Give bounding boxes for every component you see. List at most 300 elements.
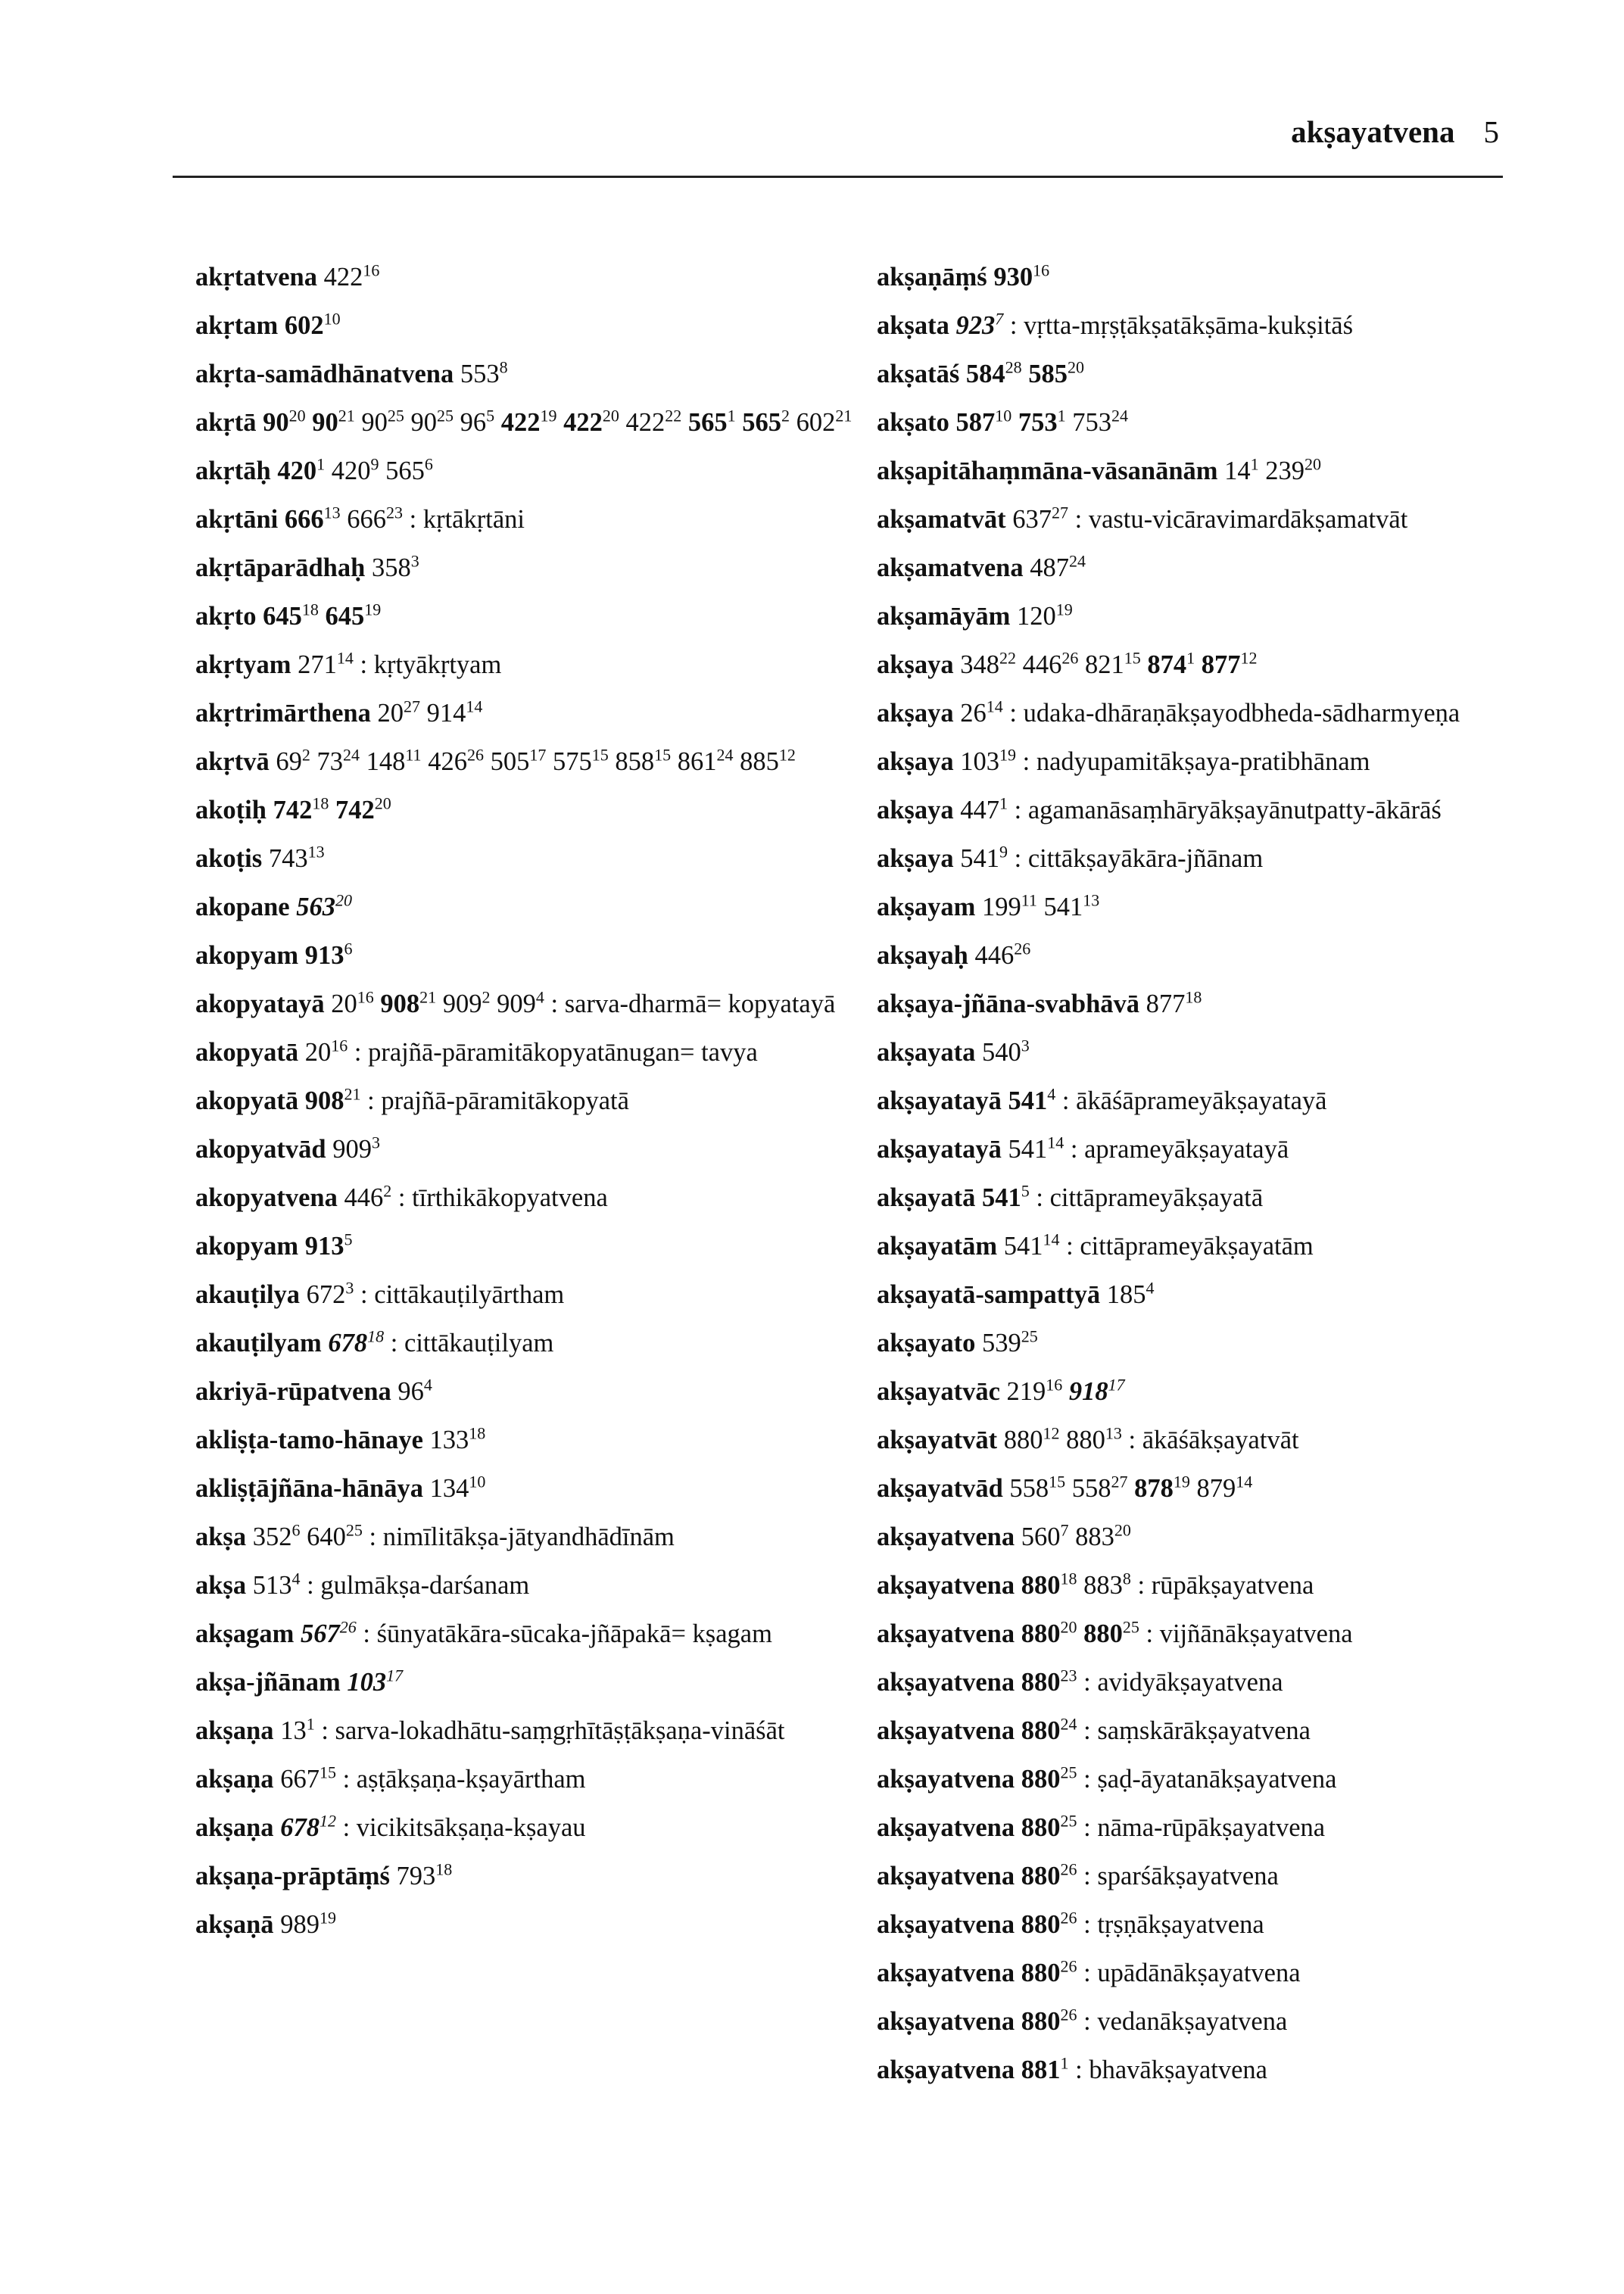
- page-number-ref: 96: [397, 1377, 424, 1406]
- page-number-ref: 602: [284, 311, 324, 340]
- page-number-ref: 909: [332, 1135, 372, 1164]
- index-entry: [195, 1521, 862, 1553]
- gloss-separator: :: [363, 1619, 377, 1648]
- page-reference: [974, 941, 1030, 970]
- line-number-ref: 15: [591, 745, 609, 765]
- page-reference: [1008, 1135, 1064, 1164]
- line-number-ref: 25: [1021, 1326, 1038, 1346]
- page-number-ref: 348: [960, 650, 999, 679]
- page-reference: [1083, 1571, 1131, 1600]
- index-entry: [195, 1618, 862, 1650]
- page-number-ref: 219: [1006, 1377, 1046, 1406]
- line-number-ref: 6: [291, 1520, 301, 1540]
- line-number-ref: 3: [371, 1133, 380, 1152]
- entry-headword: akṛtyam: [195, 650, 291, 679]
- page-reference: [982, 1183, 1030, 1212]
- page-number-ref: 753: [1072, 408, 1111, 437]
- page-reference: [1009, 1474, 1065, 1503]
- page-number-ref: 909: [442, 990, 482, 1018]
- line-number-ref: 21: [338, 406, 355, 425]
- line-number-ref: 22: [999, 648, 1016, 668]
- gloss-separator: :: [550, 990, 565, 1018]
- page-number-ref: 539: [981, 1329, 1021, 1357]
- left-column: [195, 261, 862, 1957]
- running-header: [1249, 114, 1499, 150]
- page-reference: [626, 408, 682, 437]
- line-number-ref: 15: [1124, 648, 1141, 668]
- index-entry: [877, 261, 1543, 293]
- entry-headword: akṣayatvād: [877, 1474, 1003, 1503]
- page-reference: [305, 941, 353, 970]
- page-reference: [366, 747, 422, 776]
- page-reference: [397, 1377, 432, 1406]
- entry-headword: akṣayatayā: [877, 1086, 1002, 1115]
- running-title: akṣayatvena: [1291, 114, 1455, 149]
- line-number-ref: 10: [323, 309, 341, 329]
- line-number-ref: 10: [995, 406, 1012, 425]
- entry-headword: akṛtāni: [195, 505, 279, 534]
- line-number-ref: 8: [499, 357, 508, 377]
- page-reference: [378, 699, 421, 728]
- page-number-ref: 103: [347, 1668, 387, 1697]
- page-number-ref: 793: [396, 1862, 436, 1890]
- gloss-separator: :: [1083, 2007, 1098, 2036]
- index-entry: [877, 1860, 1543, 1892]
- line-number-ref: 19: [1173, 1472, 1190, 1491]
- index-entry: [195, 503, 862, 535]
- entry-headword: akṣagam: [195, 1619, 295, 1648]
- page-number-ref: 909: [497, 990, 536, 1018]
- gloss-separator: :: [1009, 699, 1024, 728]
- gloss-separator: :: [1083, 1813, 1098, 1842]
- page-reference: [1012, 505, 1068, 534]
- index-entry: [195, 940, 862, 971]
- page-reference: [965, 357, 1022, 388]
- index-entry: [877, 2054, 1543, 2086]
- page-number-ref: 880: [1021, 1959, 1061, 1987]
- line-number-ref: 1: [1060, 2053, 1069, 2073]
- line-number-ref: 7: [1060, 1520, 1069, 1540]
- index-entry: [195, 1763, 862, 1795]
- gloss-separator: :: [1070, 1135, 1085, 1164]
- page-number-ref: 914: [426, 699, 466, 728]
- page-number-ref: 880: [1003, 1426, 1043, 1454]
- line-number-ref: 4: [423, 1375, 432, 1395]
- page-number-ref: 541: [1008, 1086, 1048, 1115]
- line-number-ref: 21: [419, 987, 437, 1007]
- line-number-ref: 26: [1060, 1908, 1077, 1928]
- entry-headword: akṣayatvāt: [877, 1426, 998, 1454]
- page-reference: [269, 844, 325, 873]
- page-number-ref: 420: [277, 457, 317, 485]
- gloss-separator: :: [321, 1716, 335, 1745]
- entry-headword: akriyā-rūpatvena: [195, 1377, 391, 1406]
- page-reference: [301, 1619, 357, 1648]
- entry-headword: akṣata: [877, 311, 949, 340]
- index-entry: [195, 1666, 862, 1698]
- page-number-ref: 883: [1075, 1523, 1114, 1551]
- line-number-ref: 23: [1060, 1666, 1077, 1685]
- entry-headword: akṣayatvena: [877, 1959, 1015, 1987]
- gloss-separator: :: [342, 1765, 357, 1794]
- page-number-ref: 742: [273, 796, 313, 824]
- page-number-ref: 602: [796, 408, 836, 437]
- page-number-ref: 541: [960, 844, 999, 873]
- line-number-ref: 24: [1060, 1714, 1077, 1734]
- page-reference: [1066, 1423, 1122, 1454]
- page-reference: [1083, 1619, 1139, 1648]
- page-number-ref: 877: [1146, 990, 1186, 1018]
- line-number-ref: 7: [995, 309, 1004, 329]
- page-reference: [678, 747, 734, 776]
- index-entry: [195, 697, 862, 729]
- entry-headword: akṛtāḥ: [195, 457, 271, 485]
- entry-headword: akṣayatvena: [877, 1523, 1015, 1551]
- gloss-separator: :: [1128, 1426, 1142, 1454]
- entry-context: saṃskārākṣayatvena: [1097, 1716, 1311, 1745]
- page-number-ref: 426: [428, 747, 467, 776]
- entry-context: nimīlitākṣa-jātyandhādīnām: [382, 1523, 675, 1551]
- page-number-ref: 913: [304, 941, 344, 970]
- index-entry: [877, 649, 1543, 681]
- page-number-ref: 878: [1134, 1474, 1174, 1503]
- index-entry: [195, 843, 862, 874]
- page-reference: [740, 747, 796, 776]
- page-reference: [1021, 2007, 1077, 2036]
- line-number-ref: 14: [336, 648, 354, 668]
- line-number-ref: 20: [288, 406, 306, 425]
- gloss-separator: :: [1009, 311, 1024, 340]
- page-reference: [285, 311, 341, 340]
- entry-context: ṣaḍ-āyatanākṣayatvena: [1097, 1765, 1337, 1794]
- entry-headword: akopyam: [195, 1232, 299, 1261]
- page-reference: [430, 1474, 486, 1503]
- page-number-ref: 861: [677, 747, 717, 776]
- page-reference: [276, 747, 310, 776]
- page-reference: [317, 747, 360, 776]
- line-number-ref: 25: [437, 406, 454, 425]
- entry-context: agamanāsaṃhāryākṣayānutpatty-ākārāś: [1027, 796, 1442, 824]
- index-entry: [877, 1085, 1543, 1117]
- line-number-ref: 9: [370, 454, 379, 474]
- line-number-ref: 26: [1060, 1956, 1077, 1976]
- gloss-separator: :: [390, 1329, 404, 1357]
- page-number-ref: 541: [1043, 893, 1083, 921]
- line-number-ref: 20: [602, 406, 619, 425]
- page-number-ref: 69: [276, 747, 302, 776]
- entry-headword: akṣamāyām: [877, 602, 1011, 631]
- line-number-ref: 11: [1021, 890, 1037, 910]
- header-rule: [173, 176, 1503, 178]
- entry-headword: akoṭiḥ: [195, 796, 267, 824]
- page-number-ref: 989: [280, 1910, 320, 1939]
- entry-headword: akṣayaḥ: [877, 941, 968, 970]
- page-number-ref: 134: [429, 1474, 469, 1503]
- right-column: [877, 261, 1543, 2102]
- line-number-ref: 14: [1047, 1133, 1064, 1152]
- line-number-ref: 21: [835, 406, 853, 425]
- entry-headword: akṣayatayā: [877, 1135, 1002, 1164]
- entry-headword: akṣayatā: [877, 1183, 976, 1212]
- entry-context: cittākṣayākāra-jñānam: [1027, 844, 1264, 873]
- index-entry: [877, 1909, 1543, 1940]
- page-reference: [1021, 1571, 1077, 1600]
- page-reference: [796, 408, 853, 437]
- line-number-ref: 9: [999, 842, 1008, 862]
- index-entry: [195, 261, 862, 293]
- page-reference: [497, 987, 544, 1018]
- line-number-ref: 18: [1185, 987, 1202, 1007]
- page-number-ref: 880: [1021, 1619, 1061, 1648]
- gloss-separator: :: [369, 1523, 383, 1551]
- line-number-ref: 8: [1122, 1569, 1131, 1588]
- page-number-ref: 645: [263, 602, 302, 631]
- entry-headword: akṣayatvena: [877, 2056, 1015, 2084]
- page-reference: [280, 1813, 336, 1842]
- page-number-ref: 271: [298, 650, 337, 679]
- index-entry: [877, 1763, 1543, 1795]
- page-number-ref: 575: [552, 747, 592, 776]
- line-number-ref: 22: [665, 406, 682, 425]
- index-entry: [877, 1279, 1543, 1311]
- entry-context: vṛtta-mṛṣṭākṣatākṣāma-kukṣitāś: [1024, 311, 1354, 340]
- line-number-ref: 15: [654, 745, 672, 765]
- page-number-ref: 858: [615, 747, 655, 776]
- gloss-separator: :: [397, 1183, 413, 1212]
- line-number-ref: 19: [999, 745, 1016, 765]
- page-number-ref: 148: [366, 747, 406, 776]
- index-entry: [195, 552, 862, 584]
- line-number-ref: 24: [716, 745, 734, 765]
- entry-context: upādānākṣayatvena: [1097, 1959, 1301, 1987]
- page-reference: [335, 793, 391, 824]
- page-number-ref: 821: [1085, 650, 1124, 679]
- page-reference: [427, 699, 483, 728]
- index-entry: [195, 649, 862, 681]
- line-number-ref: 18: [1060, 1569, 1077, 1588]
- line-number-ref: 24: [1111, 406, 1128, 425]
- page-number-ref: 422: [500, 408, 541, 437]
- page-number-ref: 90: [263, 408, 289, 437]
- index-entry: [195, 1424, 862, 1456]
- entry-context: śūnyatākāra-sūcaka-jñāpakā= kṣagam: [376, 1619, 772, 1648]
- entry-context: nāma-rūpākṣayatvena: [1097, 1813, 1326, 1842]
- page-reference: [563, 408, 619, 437]
- index-entry: [877, 552, 1543, 584]
- page-number-ref: 742: [335, 796, 375, 824]
- index-entry: [877, 1569, 1543, 1601]
- entry-context: udaka-dhāraṇākṣayodbheda-sādharmyeṇa: [1023, 699, 1460, 728]
- entry-headword: akṣato: [877, 408, 949, 437]
- index-entry: [877, 1521, 1543, 1553]
- index-entry: [877, 697, 1543, 729]
- line-number-ref: 13: [307, 842, 325, 862]
- entry-headword: akṣamatvena: [877, 553, 1024, 582]
- page-number-ref: 487: [1030, 553, 1069, 582]
- line-number-ref: 6: [344, 939, 353, 958]
- page-number-ref: 420: [331, 457, 371, 485]
- page-reference: [1197, 1474, 1253, 1503]
- entry-headword: akṣaya: [877, 796, 954, 824]
- line-number-ref: 14: [1043, 1230, 1060, 1249]
- page-reference: [1146, 987, 1202, 1018]
- gloss-separator: :: [342, 1813, 357, 1842]
- index-entry: [195, 1715, 862, 1747]
- entry-headword: akṣa: [195, 1523, 247, 1551]
- entry-headword: akṣaṇa: [195, 1765, 274, 1794]
- page-number-ref: 565: [385, 457, 425, 485]
- page-reference: [273, 793, 329, 824]
- line-number-ref: 1: [316, 454, 326, 474]
- line-number-ref: 17: [529, 745, 547, 765]
- entry-headword: akoṭis: [195, 844, 263, 873]
- line-number-ref: 2: [781, 406, 790, 425]
- index-entry: [877, 1230, 1543, 1262]
- entry-headword: akṣapitāhaṃmāna-vāsanānām: [877, 457, 1218, 485]
- page-number-ref: 666: [284, 505, 324, 534]
- page-reference: [1021, 1859, 1077, 1890]
- line-number-ref: 12: [1043, 1423, 1060, 1443]
- line-number-ref: 18: [312, 793, 329, 813]
- entry-headword: akopane: [195, 893, 290, 921]
- entry-headword: akṣaṇā: [195, 1910, 274, 1939]
- page-reference: [960, 650, 1016, 679]
- gloss-separator: :: [1083, 1716, 1098, 1745]
- index-entry: [195, 1279, 862, 1311]
- entry-headword: akṛta-samādhānatvena: [195, 360, 454, 388]
- page-reference: [955, 408, 1011, 437]
- page-number-ref: 541: [981, 1183, 1021, 1212]
- page-number-ref: 133: [429, 1426, 469, 1454]
- entry-headword: akṣatāś: [877, 360, 960, 388]
- index-entry: [877, 358, 1543, 390]
- gloss-separator: :: [307, 1571, 321, 1600]
- page-number-ref: 913: [304, 1232, 344, 1261]
- index-entry: [877, 2006, 1543, 2037]
- page-reference: [1023, 650, 1079, 679]
- page-reference: [1021, 1910, 1077, 1939]
- line-number-ref: 25: [387, 406, 404, 425]
- entry-context: vijñānākṣayatvena: [1159, 1619, 1353, 1648]
- line-number-ref: 15: [319, 1763, 336, 1782]
- page-reference: [344, 1183, 392, 1212]
- page-number-ref: 358: [371, 553, 411, 582]
- entry-headword: akṛto: [195, 602, 257, 631]
- page-reference: [553, 747, 609, 776]
- page-number-ref: 880: [1021, 1862, 1061, 1890]
- page-number-ref: 560: [1021, 1523, 1061, 1551]
- line-number-ref: 4: [535, 987, 544, 1007]
- index-entry: [877, 503, 1543, 535]
- line-number-ref: 27: [1111, 1472, 1128, 1491]
- line-number-ref: 25: [1122, 1617, 1139, 1637]
- entry-context: aprameyākṣayatayā: [1084, 1135, 1289, 1164]
- entry-headword: akauṭilya: [195, 1280, 301, 1309]
- gloss-separator: :: [354, 1038, 369, 1067]
- entry-context: tīrthikākopyatvena: [412, 1183, 608, 1212]
- line-number-ref: 25: [1060, 1763, 1077, 1782]
- line-number-ref: 4: [291, 1569, 301, 1588]
- page-reference: [331, 454, 379, 485]
- index-entry: [877, 746, 1543, 778]
- gloss-separator: :: [360, 1280, 375, 1309]
- line-number-ref: 23: [386, 503, 404, 522]
- page-number-ref: 90: [361, 408, 388, 437]
- line-number-ref: 19: [364, 600, 382, 619]
- entry-headword: akṛtam: [195, 311, 279, 340]
- index-entry: [195, 746, 862, 778]
- page-reference: [277, 454, 326, 485]
- index-entry: [877, 1812, 1543, 1844]
- page-reference: [428, 747, 484, 776]
- entry-context: vastu-vicāravimardākṣamatvāt: [1088, 505, 1408, 534]
- index-entry: [877, 1376, 1543, 1407]
- page-reference: [982, 1038, 1030, 1067]
- page-reference: [372, 553, 419, 582]
- index-entry: [877, 891, 1543, 923]
- index-entry: [877, 407, 1543, 438]
- page-reference: [1007, 1377, 1063, 1406]
- page-reference: [1021, 1813, 1077, 1842]
- line-number-ref: 12: [319, 1811, 336, 1831]
- page-number-ref: 185: [1106, 1280, 1146, 1309]
- line-number-ref: 16: [1033, 260, 1050, 280]
- gloss-separator: :: [1083, 1862, 1098, 1890]
- page-number-ref: 678: [328, 1329, 368, 1357]
- entry-headword: akṣayatvena: [877, 1910, 1015, 1939]
- page-number-ref: 447: [960, 796, 999, 824]
- line-number-ref: 20: [1060, 1617, 1077, 1637]
- page-number-ref: 446: [344, 1183, 384, 1212]
- index-entry: [877, 1036, 1543, 1068]
- line-number-ref: 19: [319, 1908, 336, 1928]
- page-number-ref: 880: [1021, 1813, 1061, 1842]
- entry-context: vicikitsākṣaṇa-kṣayau: [356, 1813, 586, 1842]
- entry-headword: akṛtatvena: [195, 263, 317, 291]
- line-number-ref: 1: [999, 793, 1008, 813]
- entry-context: prajñā-pāramitākopyatānugan= tavya: [368, 1038, 758, 1067]
- page-number-ref: 877: [1201, 650, 1241, 679]
- entry-headword: akopyam: [195, 941, 299, 970]
- line-number-ref: 1: [1057, 406, 1066, 425]
- page-number-ref: 880: [1021, 1668, 1061, 1697]
- line-number-ref: 26: [339, 1617, 357, 1637]
- gloss-separator: :: [1083, 1959, 1098, 1987]
- line-number-ref: 20: [1114, 1520, 1131, 1540]
- index-entry: [877, 600, 1543, 632]
- page-reference: [460, 408, 495, 437]
- page-reference: [280, 1716, 315, 1745]
- index-entry: [877, 455, 1543, 487]
- index-entry: [877, 1133, 1543, 1165]
- line-number-ref: 20: [335, 890, 352, 910]
- entry-context: cittākauṭilyam: [404, 1329, 554, 1357]
- entry-headword: akṣaya: [877, 747, 954, 776]
- index-entry: [877, 1957, 1543, 1989]
- page-number-ref: 20: [304, 1038, 332, 1067]
- page-number-ref: 541: [1003, 1232, 1043, 1261]
- index-entry: [195, 1860, 862, 1892]
- line-number-ref: 1: [1250, 454, 1259, 474]
- page-number-ref: 880: [1021, 1765, 1061, 1794]
- gloss-separator: :: [1083, 1668, 1098, 1697]
- page-reference: [1265, 454, 1322, 485]
- line-number-ref: 25: [345, 1520, 363, 1540]
- entry-headword: akṣa: [195, 1571, 247, 1600]
- line-number-ref: 12: [1240, 648, 1258, 668]
- index-entry: [195, 891, 862, 923]
- page-number-ref: 666: [347, 505, 387, 534]
